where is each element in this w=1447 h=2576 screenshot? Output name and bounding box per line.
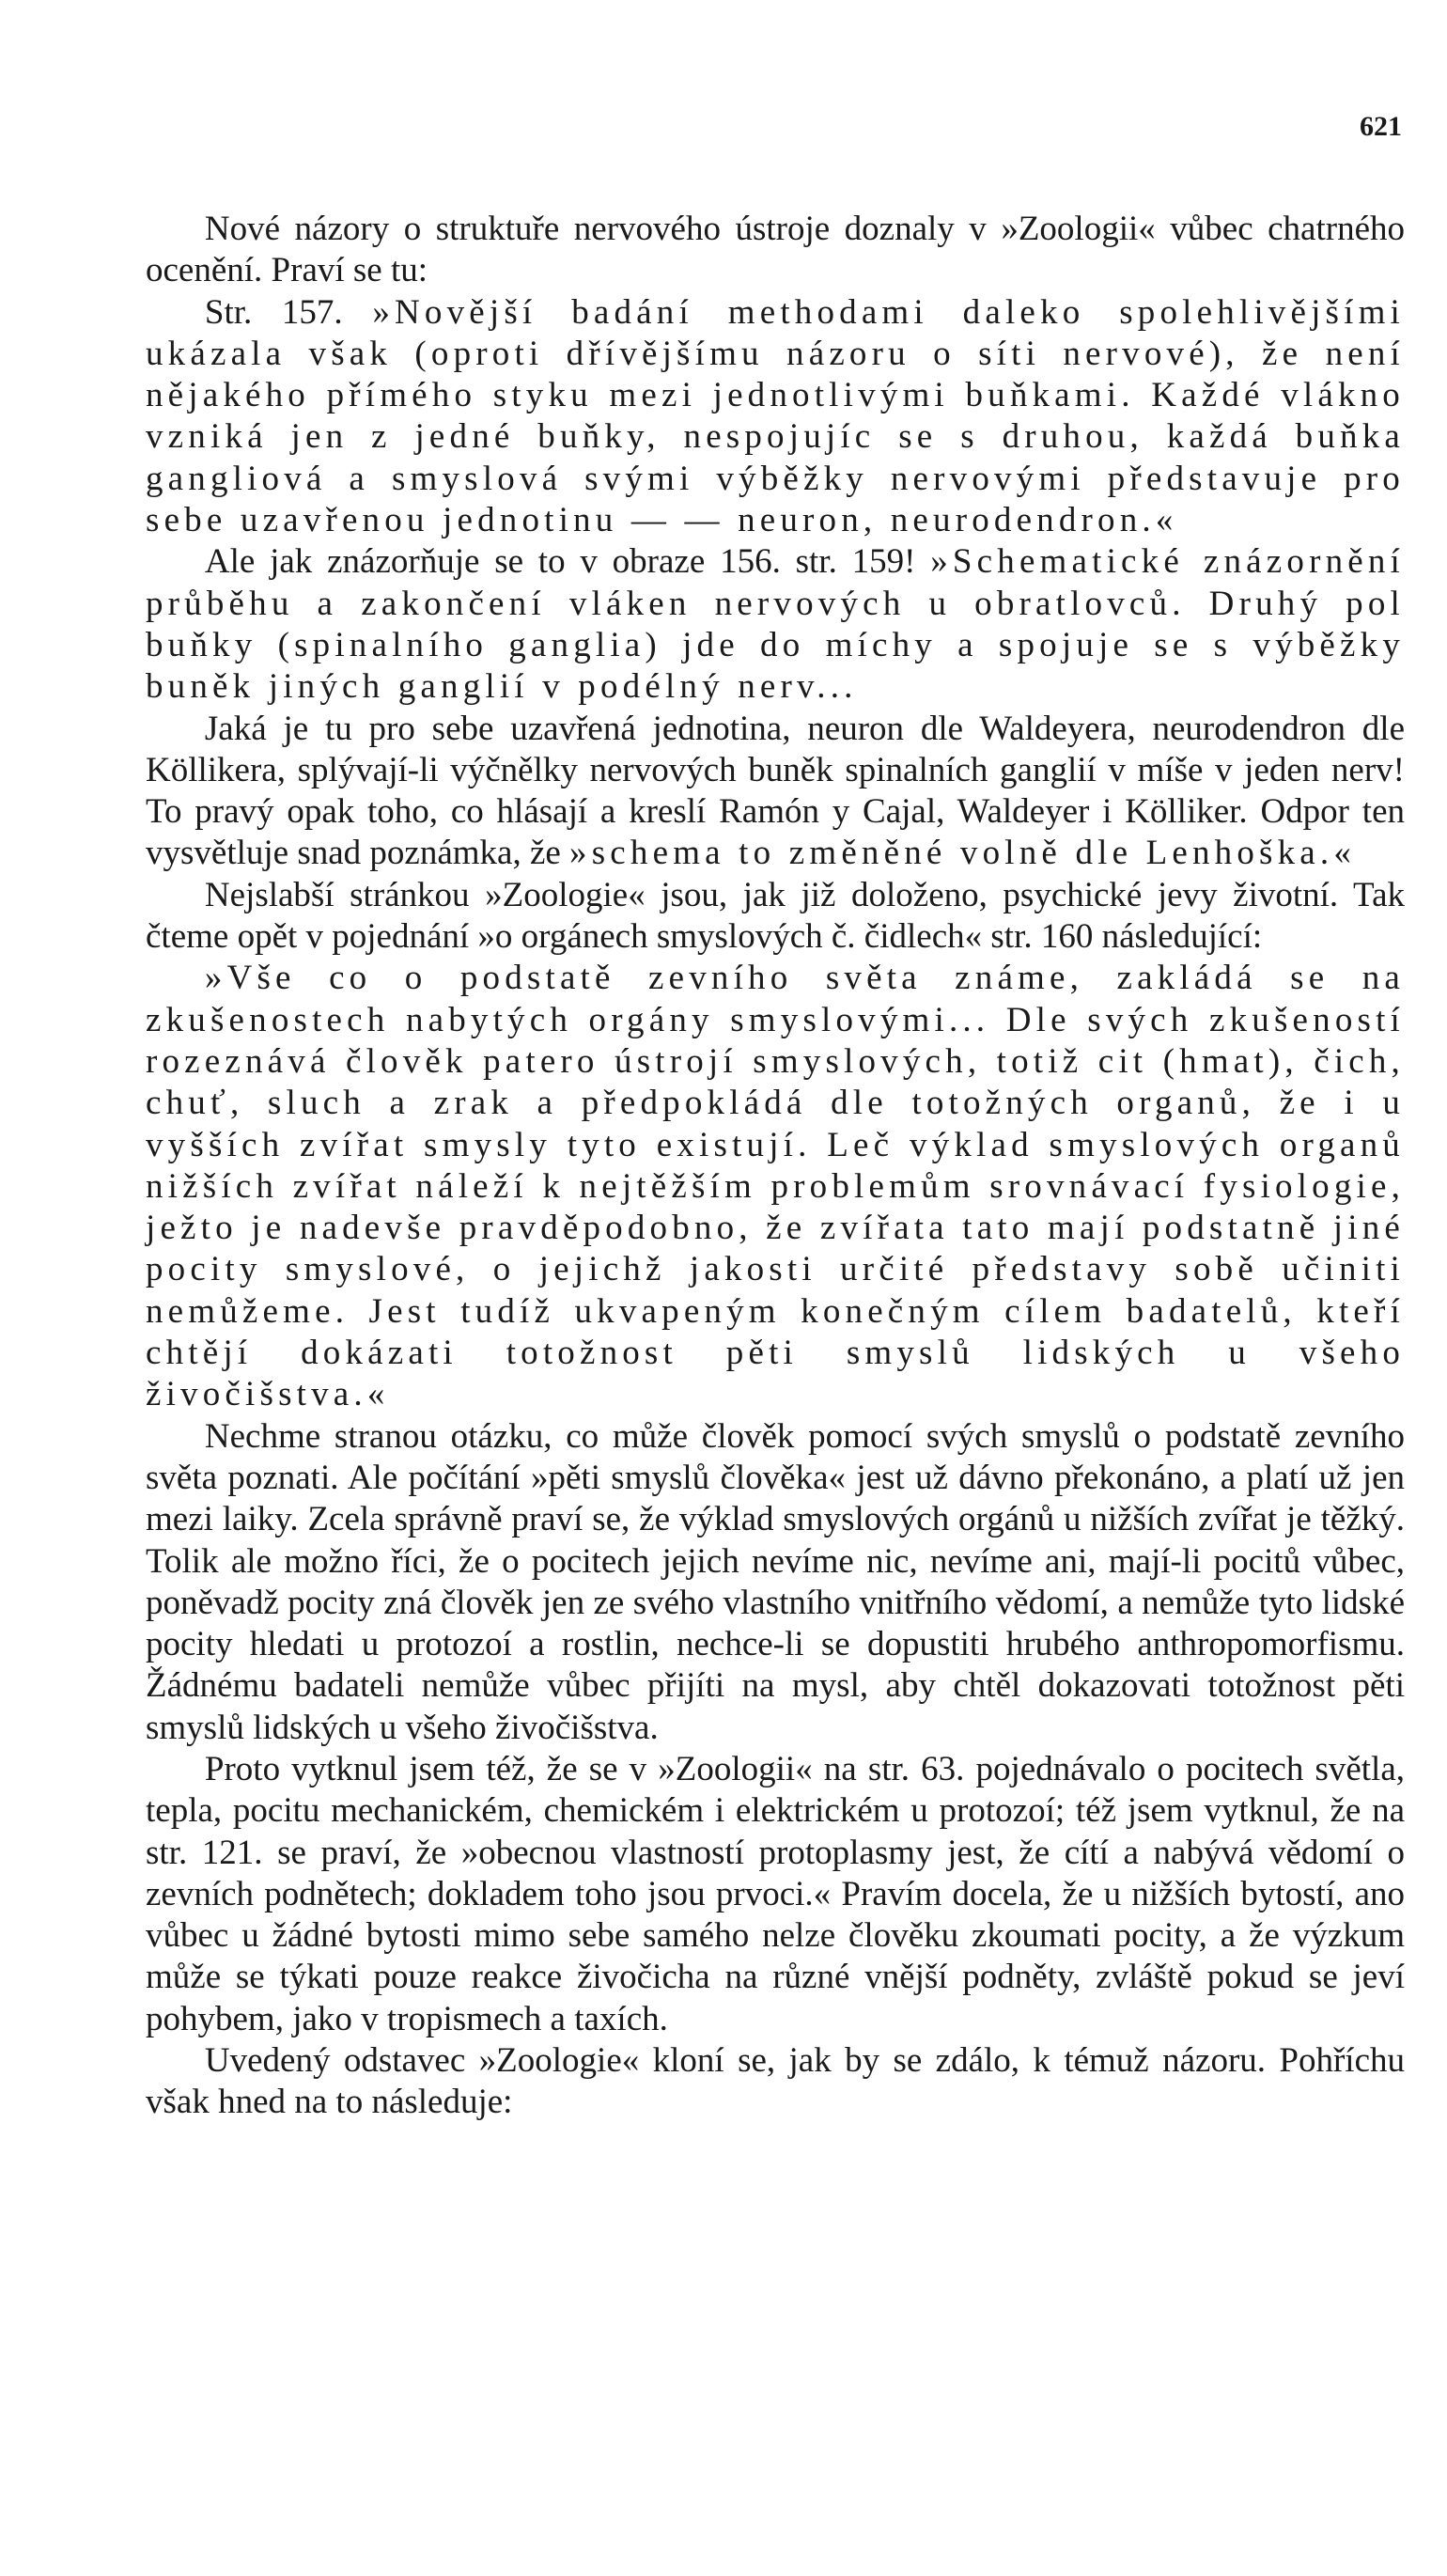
paragraph-lead: Ale jak znázorňuje se to v obraze 156. str. 159!	[204, 542, 931, 582]
paragraph-text: Uvedený odstavec »Zoologie« kloní se, jak by se zdálo, k témuž názoru. Pohříchu však hned na to následuje:	[146, 2041, 1405, 2122]
paragraph	[146, 2040, 1405, 2124]
paragraph	[146, 709, 1405, 875]
paragraph	[146, 541, 1405, 708]
paragraph	[146, 1416, 1405, 1749]
paragraph	[146, 1749, 1405, 2040]
paragraph-lead: Jaká je tu pro sebe uzavřená jednotina, neuron dle Waldeyera, neurodendron dle Köllikera, splývají-li výčnělky nervových buněk spinalních ganglií v míše v jeden nerv! To pravý opak toho, co hlásají a kreslí Ramón y Cajal, Waldeyer i Kölliker. Odpor ten vysvětluje snad poznámka, že	[146, 709, 1405, 873]
paragraph	[146, 209, 1405, 292]
paragraph-text: Proto vytknul jsem též, že se v »Zoologii« na str. 63. pojednávalo o pocitech světla, tepla, pocitu mechanickém, chemickém i elektrickém u protozoí; též jsem vytknul, že na str. 121. se praví, že »obecnou vlastností protoplasmy jest, že cítí a nabývá vědomí o zevních podnětech; dokladem toho jsou prvoci.« Pravím docela, že u nižších bytostí, ano vůbec u žádné bytosti mimo sebe samého nelze člověku zkoumati pocity, a že výzkum může se týkati pouze reakce živočicha na různé vnější podněty, zvláště pokud se jeví pohybem, jako v tropismech a taxích.	[146, 1749, 1405, 2038]
body-text	[146, 209, 1405, 2124]
paragraph-lead: Str. 157.	[204, 292, 373, 332]
paragraph	[146, 958, 1405, 1415]
page-number: 621	[1360, 111, 1402, 142]
paragraph-text: Nechme stranou otázku, co může člověk pomocí svých smyslů o podstatě zevního světa poznati. Ale počítání »pěti smyslů člověka« jest už dávno překonáno, a platí už jen mezi laiky. Zcela správně praví se, že výklad smyslových orgánů u nižších zvířat je těžký. Tolik ale možno říci, že o pocitech jejich nevíme nic, nevíme ani, mají-li pocitů vůbec, poněvadž pocity zná člověk jen ze svého vlastního vnitřního vědomí, a nemůže tyto lidské pocity hledati u protozoí a rostlin, nechce-li se dopustiti hrubého anthropomorfismu. Žádnému badateli nemůže vůbec přijíti na mysl, aby chtěl dokazovati totožnost pěti smyslů lidských u všeho živočišstva.	[146, 1416, 1405, 1747]
paragraph	[146, 292, 1405, 542]
paragraph-text: Nové názory o struktuře nervového ústroje doznaly v »Zoologii« vůbec chatrného ocenění. Praví se tu:	[146, 210, 1405, 290]
spaced-quote: »Schematické znázornění průběhu a zakončení vláken nervových u obratlovců. Druhý pol buňky (spinalního ganglia) jde do míchy a spojuje se s výběžky buněk jiných ganglií v podélný nerv...	[146, 542, 1405, 707]
paragraph	[146, 875, 1405, 959]
paragraph-text: Nejslabší stránkou »Zoologie« jsou, jak již doloženo, psychické jevy životní. Tak čteme opět v pojednání »o orgánech smyslových č. čidlech« str. 160 následující:	[146, 875, 1405, 957]
spaced-quote: »Vše co o podstatě zevního světa známe, zakládá se na zkušenostech nabytých orgány smyslovými... Dle svých zkušeností rozeznává člověk patero ústrojí smyslových, totiž cit (hmat), čich, chuť, sluch a zrak a předpokládá dle totožných organů, že i u vyšších zvířat smysly tyto existují. Leč výklad smyslových organů nižších zvířat náleží k nejtěžším problemům srovnávací fysiologie, ježto je nadevše pravděpodobno, že zvířata tato mají podstatně jiné pocity smyslové, o jejichž jakosti určité představy sobě učiniti nemůžeme. Jest tudíž ukvapeným konečným cílem badatelů, kteří chtějí dokázati totožnost pěti smyslů lidských u všeho živočišstva.«	[146, 959, 1405, 1414]
spaced-quote: »Novější badání methodami daleko spolehlivějšími ukázala však (oproti dřívějšímu názoru o síti nervové), že není nějakého přímého styku mezi jednotlivými buňkami. Každé vlákno vzniká jen z jedné buňky, nespojujíc se s druhou, každá buňka gangliová a smyslová svými výběžky nervovými představuje pro sebe uzavřenou jednotinu — — neuron, neurodendron.«	[146, 292, 1406, 540]
spaced-quote: »schema to změněné volně dle Lenhoška.«	[569, 834, 1357, 873]
